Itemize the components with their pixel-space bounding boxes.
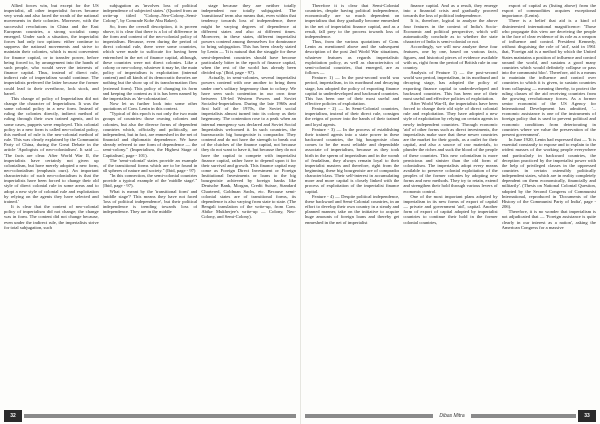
footer-author: Dibas Mitra [433,410,471,422]
paragraph: One of the most important plans adopted by imperialism in its new forms of export of capital — private and government 'aid', capital. Another form of export of capital adopted by imperialist countries to continue their hold in the former colonial countries, [403,193,498,225]
paragraph: Therefore, it is no wonder that imperialism is not adjudicated that — 'Foreign assistance is quite clearly in our interest as a nation', asking the American Congress for a massive [501,209,596,230]
paragraph: In June 1920, Lenin had expressed that — 'It is essential constantly to expose and to explain to the widest masses of the working people everywhere and particularly in backward countries, the deception practiced by the imperialist power with the help of privileged classes in the oppressed countries in certain ostensibly politically independent states, which are in reality completely dependent on them economically, financially and militarily'. (Thesis on National Colonial Question, adopted by the Second Congress of Communist International, reproduced in 'Documents of the History of the Communist Party of India', page - 206). [501,137,596,210]
right-page [300,0,600,424]
paragraph: It is clear that the content of neo-colonial policy of imperialism did not change; the change was in form. The content did not change because, even under the indirect rule, the imperialists strive for total subjugation, such [4,204,99,230]
paragraph: After World War-II, the imperialists have been forced to change their old style of direct colonial rule and exploitation. They have adopted a new style of exploitation by relying on certain agents in newly independent countries. Through economic 'aid' of other forms such as direct investments, the imperialists make sure that these newer countries are the market for their goods, as a outlet for their capital, and also a source of raw materials, to plunder the riches and suck the blood of the people of these countries. This new colonialism is more pernicious and sinister than the old form of colonialism. The imperialists adopt every means available to preserve colonial exploitation of the peoples of the former colonies by adopting new forms and new methods. They try to retain, extend and strengthen their hold through various levers of economic control. [403,100,498,194]
paragraph: "In this connection, the semi-colonial countries provide a typical example of the 'middle stage'." (Ibid, page - 97). [102,173,198,189]
left-page-column-3 [201,3,296,408]
paragraph: Accordingly, we will now analyze these four features, one by one, based on various facts, figures, and historical pieces of evidence available with us, right from the period of British rule in our country. [403,44,498,70]
left-page-column-1 [4,3,99,408]
paragraph: The 'semi-colonial' states provide an example of the transitional forms which are to be found in all spheres of nature and society." (Ibid, page - 97) [102,157,198,173]
paragraph: Feature: 1) — In the post-second world war period, imperialism, in its moribund and decaying stage, has adopted the policy of exporting finance capital to underdeveloped and backward countries. This has been one of their most useful and effective policies of exploitation. [305,75,400,106]
paragraph: Actually, in semi-colonies, several imperialist powers contend with one another to bring them under one's solitary hegemony than to colony. We have seen such contention in our own time between US-led Western Powers and Soviet Socialist-Imperialism. During the late 1960s and first half of the 1970s, the Soviet social imperialists almost turned into its colony as their hegemony. The contention rose to a peak when an internal emergency was declared and Soviet Social Imperialists welcomed it. In such countries, the bureaucratic big bourgeoisie is comprador. They contend and do not have the strength to break out of the clutches of the finance capital, not because they do not want to have it, but because they do not have the capital to compete with imperialist finance capital, rather have to depend upon it for their survival and growth. This finance capital may come as Foreign Direct Investment or Foreign Institutional Investments or loans to the big bourgeoisie achieved by foreign banks like Deutsche Bank, Morgan, Credit Suisse, Standard Chartered, Goldman Sachs, etc. Because semi-colonial states are of transitional forms, its dependence is also varying from state to state. (The Bengali translation of the write-up, from Com. Abike Mukherjee's write-up — Colony, Neo-Colony, and Semi-Colony). [201,75,297,220]
paragraph: Feature - 2) — In Semi-Colonial countries, imperialism, instead of their direct rule, consigns the reigns of power into the hands of their trained and loyal agents. [305,106,400,127]
right-page-footer [301,410,600,422]
paragraph: Allied forces win, but except for the US imperialist, all other imperialist forces became very weak and also faced the wrath of the national movements in their colonies. Moreover, with the successful revolutions in China and the East European countries, a strong socialist camp emerged. Under such a situation, the imperialist forces had only two options: either continue to suppress the national movements and strive to maintain their colonies, which is most convenient for finance capital, or to transfer power, before being forced to, by arrangement into the hands of such people, who would serve the interests of finance capital. Thus, instead of direct rule, indirect rule of imperialism would continue. The imperialists preferred the latter because the former could lead to their overthrow, lock stock, and barrel. [4,3,99,96]
footer-bar-left [24,414,296,418]
page-number-right: 33 [578,410,596,422]
left-page-footer [0,410,300,422]
paragraph: It is, therefore, logical to analyze the above four features in the context of India's Socio-Economic and political perspective, which will automatically conclude as to whether the state character of India is semi-colonial or not. [403,18,498,45]
left-page-columns [4,3,296,408]
paragraph: stage because they are neither totally independent nor totally subjugated. The 'transitional' term also means that, even within that tendency towards loss of independence, there might be varying degrees of dependence at different states and also at different times. Moreover, in these states, different imperialist powers contend among themselves for dominance to bring subjugation. This has been clearly stated by Lenin — 'It is natural that the struggle for these semi-dependent countries should have become particularly bitter in the epoch of finance capital, when the rest of the world has already been divided up.' (Ibid, page - 97). [201,3,297,76]
paragraph: Feature - 4) — Despite political independence, these backward and Semi-Colonial countries, in an effort to develop their own country in a steady and planned manner, take on the initiative to acquire huge amounts of foreign loans and thereby get enmeshed in the net of imperialist [305,193,400,225]
paragraph: Now let us further look into some other quotations of Com. Lenin in this context. [102,100,198,112]
paragraph: finance capital. And as a result, they emerge into a financial crisis and gradually proceed towards the loss of political independence. [403,3,498,19]
paragraph: export of capital as (listing above) from the export of commodities acquires exceptional importance. (Lenin). [501,3,596,19]
paragraph: subjugation as 'involves loss of political independence of subjected states.' (Quoted from an write-up titled "Colony–Neo-Colony–Semi-Colony", by Comrade Kobe Abu Baker). [102,3,198,24]
paragraph: There is a belief that aid is a kind of disinterested international magnificence: 'Those who propagate this view are deceiving the people in the face of clear evidence of its role as a weapon of influence and control. President Kennedy, without disguising the role of 'aid', said in 1961 that, 'Foreign aid is a method by which the United States maintains a position of influence and control around the world, and sustains a good many countries which would definitely collapse or pass into the communist bloc'. Therefore, aid is a means to maintain the influence and control over countries to which it is given, to sustain countries from collapsing — meaning thereby, to protect the ruling classes of the aid receiving countries from the growing revolutionary forces. As a former senior economist of the US Agency for International Development has admitted, '... economic assistance is one of the instruments of foreign policy that is used to prevent political and economic conditions from deteriorating in countries where we value the preservation of the present government'. [501,18,596,137]
right-page-column-2 [403,3,497,408]
paragraph: What is meant by the 'transitional form' and 'middle stage'? This means they have not faced 'loss of political independence', but their political independence is trending towards loss of independence. They are in the middle [102,188,198,215]
right-page-column-3 [502,3,596,408]
paragraph: Therefore it is clear that Semi-Colonial countries, despite having political independence, economically are so much dependent on imperialism that they gradually become enmeshed in the net of imperialist finance capital, and as a result, fall prey to the process towards loss of independence. [305,3,400,39]
right-page-columns [305,3,596,408]
paragraph: "Typical of this epoch is not only the two main groups of countries: those owning colonies and colonies, but also the diverse forms of dependent countries which, officially and politically, are independent, but in fact, are enmeshed in the net of financial and diplomatic dependence. We have already referred to one form of dependence — the semi-colony." (Imperialism, the Highest Stage of Capitalism', page - 101). [102,111,198,158]
paragraph: So, from the overall description, it is proven above, it is clear that there is a lot of difference in the form and content of the neo-colonial policy of imperialism. Because, even during the period of direct colonial rule, there were some countries, which were made to suffocate for having been entrenched in the net of finance capital, although, these countries were not direct colonies. Like a colony or neo-colony, whatever it may be, the main policy of imperialism is exploitation (internal content) and all kinds of its democratic theories are nothing but the show up of its transformation flow (external form). This policy of changing its form and keeping the content as it is has been named by the imperialists as 'de-colonization'. [102,23,198,101]
paragraph: This change of policy of Imperialism did not change the character of Imperialism. It was the same colonial policy in a new form. Instead of ruling the colonies directly, indirect method of ruling through their own trained agents, and in some cases, puppets were employed. This colonial policy in a new form is called neo-colonial policy, this method of rule is the neo-colonial method of rule. This was clearly explained by the Communist Party of China, during the Great Debate in the article 'Apologists of neo-colonialism'. It said — 'The facts are clear. After World War II, the imperialists have certainly not given up colonialism, but have merely adopted a new form, neo-colonialism (emphasis ours). An important characteristic of such neo-colonialism is that the imperialists have been forced to change their old style of direct colonial rule in some areas and to adopt a new style of colonial rule and exploitation by relying on the agents they have selected and trained.' [4,95,99,204]
page-number-left: 32 [4,410,22,422]
right-page-column-1 [305,3,399,408]
left-page-column-2 [103,3,198,408]
paragraph: Analysis of Feature 1) — the post-second world war period, imperialism, in its moribund and decaying stage, has adopted the policy of exporting finance capital to underdeveloped and backward countries. This has been one of their most useful and effective policies of exploitation. [403,70,498,101]
paragraph: Feature - 3) — In the process of establishing their trained agents into a state power in these backward countries, the big bourgeoisie class comes to be the most reliable and dependable associate of imperialism, because as they took birth in the sperm of imperialism and in the womb of feudalism, they always remain loyal to their imperialist masters and therefore, right from the beginning, these big bourgeoisie are of comprador character/class. Their self-interest in accumulating more and more capital is closely linked with the process of exploitation of the imperialist finance capital. [305,126,400,194]
paragraph: Thus, from the various quotations of Com. Lenin as mentioned above and the subsequent description of the post 2nd World War situations, whatever features as regards imperialistic exploitation policy, as well as characteristics of semi-colonial countries, that emerged, are as follows — [305,39,400,76]
